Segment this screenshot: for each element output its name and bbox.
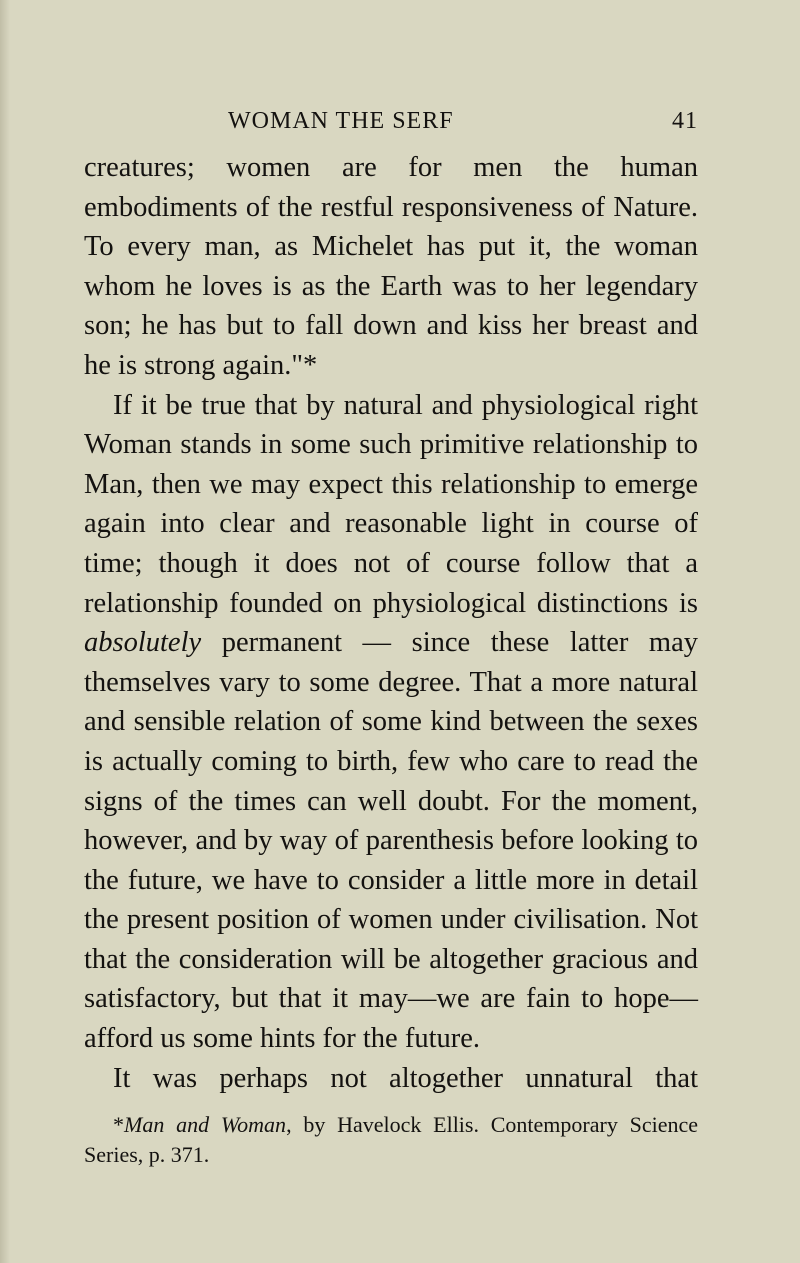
footnote-citation: , by Havelock Ellis. Contemporary Science Series, p. 371. bbox=[84, 1112, 698, 1167]
footnote bbox=[84, 1110, 698, 1170]
page-edge-shadow bbox=[0, 0, 10, 1263]
page-number: 41 bbox=[672, 108, 698, 134]
paragraph-2-text-before: If it be true that by natural and physiological right Woman stands in some such primitive relationship to Man, then we may expect this relationship to emerge again into clear and reasonable light in course of time; though it does not of course follow that a relationship founded on physiological distinctions is bbox=[84, 389, 698, 619]
footnote-marker: * bbox=[113, 1112, 124, 1137]
paragraph-2-text-after: permanent — since these latter may themselves vary to some degree. That a more natural and sensible relation of some kind between the sexes is actually coming to birth, few who care to read the signs of the times can well doubt. For the moment, however, and by way of parenthesis before looking to the future, we have to consider a little more in detail the present position of women under civilisation. Not that the consideration will be altogether gracious and satisfactory, but that it may—we are fain to hope—afford us some hints for the future. bbox=[84, 627, 698, 1055]
paragraph-1-text: creatures; women are for men the human embodiments of the restful responsiveness of Nature. To every man, as Michelet has put it, the woman whom he loves is as the Earth was to her legendary son; he has but to fall down and kiss her breast and he is strong again."* bbox=[84, 152, 698, 381]
body-text bbox=[84, 148, 698, 1098]
footnote-text bbox=[84, 1110, 698, 1170]
paragraph-2 bbox=[84, 386, 698, 1059]
paragraph-3 bbox=[84, 1059, 698, 1099]
footnote-book-title: Man and Woman bbox=[124, 1112, 287, 1137]
running-title: WOMAN THE SERF bbox=[228, 108, 454, 134]
paragraph-1 bbox=[84, 148, 698, 386]
paragraph-3-text: It was perhaps not altogether unnatural that bbox=[113, 1062, 698, 1094]
emphasized-word: absolutely bbox=[84, 627, 202, 659]
